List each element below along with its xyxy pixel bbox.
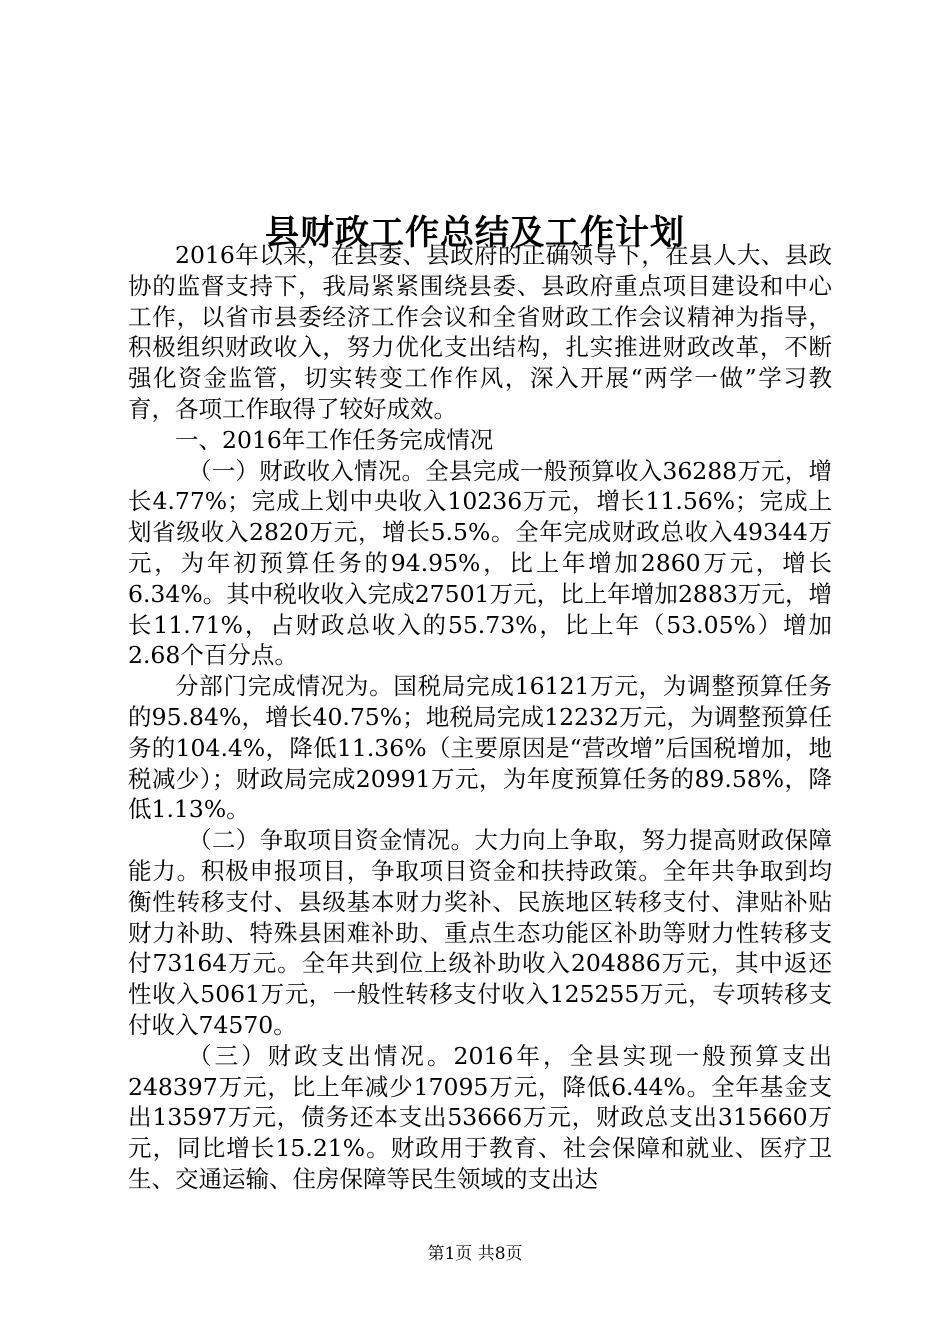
expenditure-paragraph: （三）财政支出情况。2016年，全县实现一般预算支出248397万元，比上年减少17095万元，降低6.44%。全年基金支出13597万元，债务还本支出53666万元，财政总支出315660万元，同比增长15.21%。财政用于教育、社会保障和就业、医疗卫生、交通运输、住房保障等民生领域的支出达 <box>128 1041 832 1193</box>
section-heading: 一、2016年工作任务完成情况 <box>175 425 494 454</box>
revenue-paragraph: （一）财政收入情况。全县完成一般预算收入36288万元，增长4.77%；完成上划中央收入10236万元，增长11.56%；完成上划省级收入2820万元，增长5.5%。全年完成财政总收入49344万元，为年初预算任务的94.95%，比上年增加2860万元，增长6.34%。其中税收收入完成27501万元，比上年增加2883万元，增长11.71%，占财政总收入的55.73%，比上年（53.05%）增加2.68个百分点。 <box>128 456 832 670</box>
page-number: 第1页 共8页 <box>427 1244 523 1264</box>
project-funds-paragraph: （二）争取项目资金情况。大力向上争取，努力提高财政保障能力。积极申报项目，争取项目资金和扶持政策。全年共争取到均衡性转移支付、县级基本财力奖补、民族地区转移支付、津贴补贴财力补助、特殊县困难补助、重点生态功能区补助等财力性转移支付73164万元。全年共到位上级补助收入204886万元，其中返还性收入5061万元，一般性转移支付收入125255万元，专项转移支付收入74570。 <box>128 826 832 1039</box>
document-body <box>128 240 832 1195</box>
department-paragraph: 分部门完成情况为。国税局完成16121万元，为调整预算任务的95.84%，增长40.75%；地税局完成12232万元，为调整预算任务的104.4%，降低11.36%（主要原因是“营改增”后国税增加，地税减少）；财政局完成20991万元，为年度预算任务的89.58%，降低1.13%。 <box>128 672 832 824</box>
document-title: 县财政工作总结及工作计划 <box>265 212 685 253</box>
intro-paragraph: 2016年以来，在县委、县政府的正确领导下，在县人大、县政协的监督支持下，我局紧紧围绕县委、县政府重点项目建设和中心工作，以省市县委经济工作会议和全省财政工作会议精神为指导，积极组织财政收入，努力优化支出结构，扎实推进财政改革，不断强化资金监管，切实转变工作作风，深入开展“两学一做”学习教育，各项工作取得了较好成效。 <box>128 241 832 423</box>
